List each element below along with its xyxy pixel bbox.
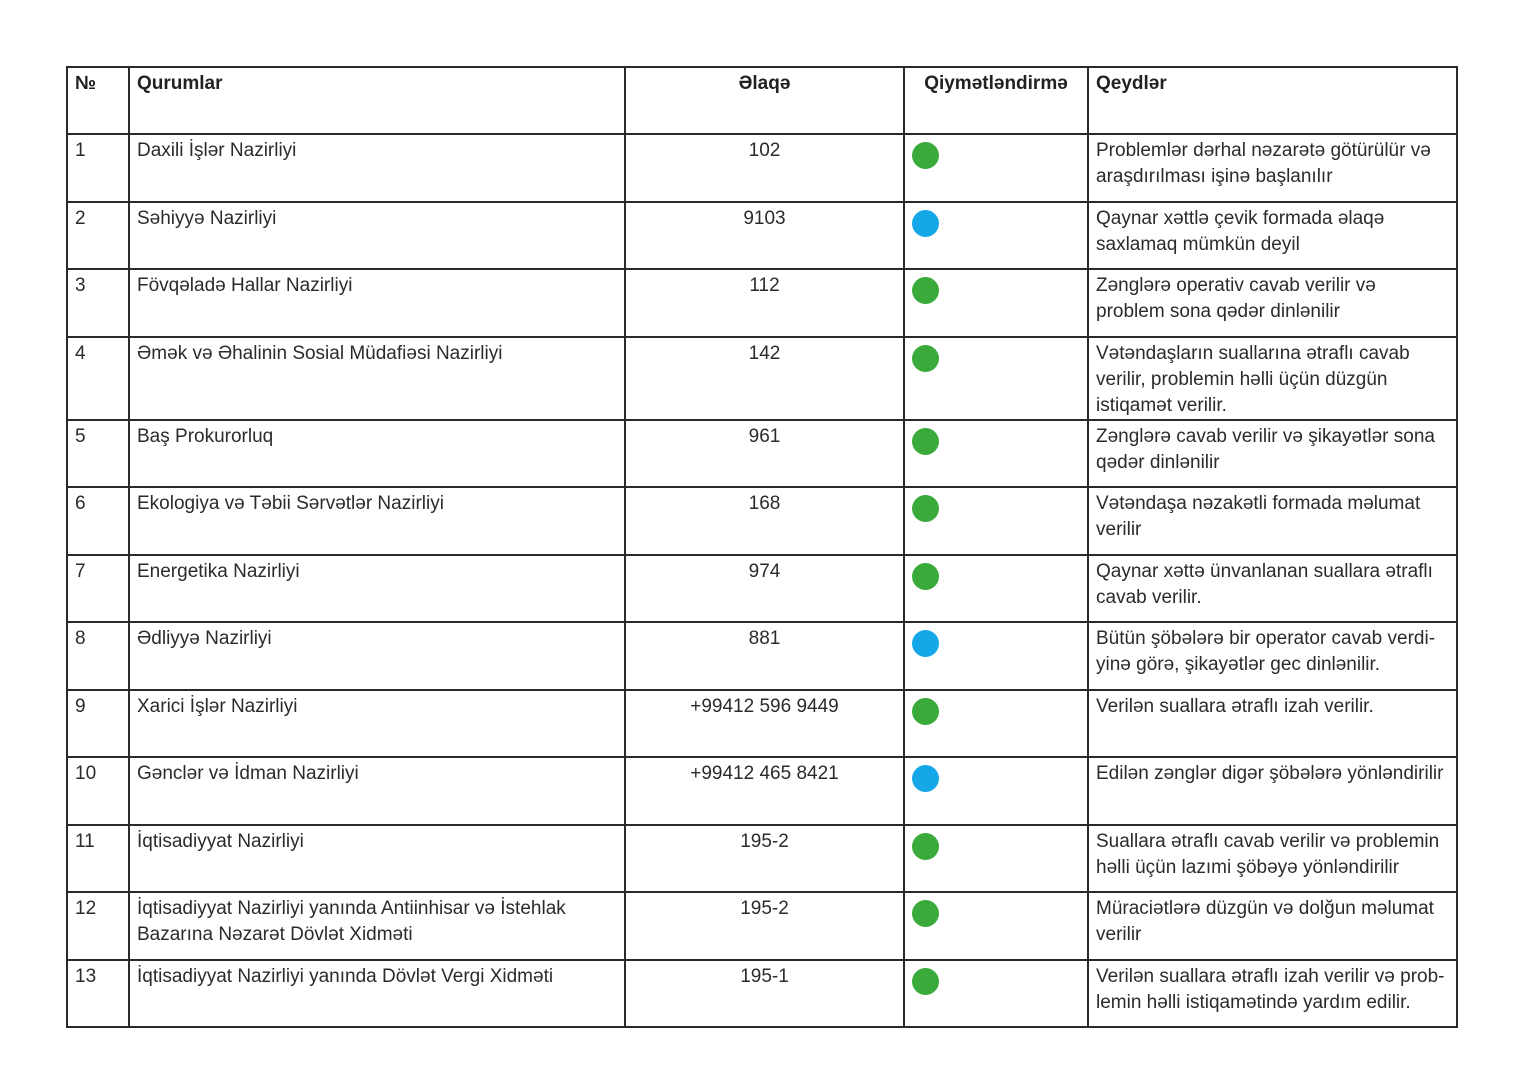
row-number: 3	[67, 269, 129, 337]
rating-cell	[904, 202, 1088, 270]
row-number: 2	[67, 202, 129, 270]
contact-number: +99412 465 8421	[625, 757, 904, 825]
row-number: 8	[67, 622, 129, 690]
contact-number: 974	[625, 555, 904, 623]
row-number: 1	[67, 134, 129, 202]
contact-number: 195-2	[625, 825, 904, 893]
table-row	[67, 202, 1457, 270]
rating-cell	[904, 420, 1088, 488]
table-row	[67, 892, 1457, 960]
contact-number: 112	[625, 269, 904, 337]
table-row	[67, 337, 1457, 420]
notes-text: Vətəndaşa nəzakətli formada məlumat verilir	[1088, 487, 1457, 555]
notes-text: Zənglərə operativ cavab verilir və problem sona qədər dinlənilir	[1088, 269, 1457, 337]
table-row	[67, 690, 1457, 758]
notes-text: Problemlər dərhal nəzarətə götürülür və araşdırılması işinə başlanılır	[1088, 134, 1457, 202]
header-number: №	[67, 67, 129, 134]
notes-text: Qaynar xəttlə çevik formada əlaqə saxlamaq mümkün deyil	[1088, 202, 1457, 270]
table-row	[67, 757, 1457, 825]
rating-cell	[904, 337, 1088, 420]
rating-dot-green	[912, 698, 939, 725]
contact-number: +99412 596 9449	[625, 690, 904, 758]
table-row	[67, 555, 1457, 623]
rating-dot-green	[912, 495, 939, 522]
row-number: 4	[67, 337, 129, 420]
rating-dot-blue	[912, 765, 939, 792]
organization-name: İqtisadiyyat Nazirliyi yanında Dövlət Vergi Xidməti	[129, 960, 625, 1028]
notes-text: Suallara ətraflı cavab verilir və problemin həlli üçün lazımi şöbəyə yönləndirilir	[1088, 825, 1457, 893]
rating-dot-green	[912, 345, 939, 372]
contact-number: 142	[625, 337, 904, 420]
organization-name: Səhiyyə Nazirliyi	[129, 202, 625, 270]
contact-number: 195-1	[625, 960, 904, 1028]
rating-dot-green	[912, 428, 939, 455]
rating-dot-blue	[912, 630, 939, 657]
contact-number: 9103	[625, 202, 904, 270]
organization-name: Əmək və Əhalinin Sosial Müdafiəsi Nazirliyi	[129, 337, 625, 420]
table-row	[67, 825, 1457, 893]
header-row	[67, 67, 1457, 134]
rating-cell	[904, 757, 1088, 825]
notes-text: Bütün şöbələrə bir operator cavab verdi-yinə görə, şikayətlər gec dinlənilir.	[1088, 622, 1457, 690]
organization-name: Daxili İşlər Nazirliyi	[129, 134, 625, 202]
notes-text: Edilən zənglər digər şöbələrə yönləndirilir	[1088, 757, 1457, 825]
organization-name: İqtisadiyyat Nazirliyi yanında Antiinhisar və İstehlak Bazarına Nəzarət Dövlət Xidməti	[129, 892, 625, 960]
organization-name: Energetika Nazirliyi	[129, 555, 625, 623]
row-number: 5	[67, 420, 129, 488]
rating-cell	[904, 487, 1088, 555]
table-row	[67, 487, 1457, 555]
notes-text: Müraciətlərə düzgün və dolğun məlumat verilir	[1088, 892, 1457, 960]
rating-dot-green	[912, 833, 939, 860]
contact-number: 102	[625, 134, 904, 202]
notes-text: Vətəndaşların suallarına ətraflı cavab verilir, problemin həlli üçün düzgün istiqamət verilir.	[1088, 337, 1457, 420]
rating-cell	[904, 134, 1088, 202]
rating-dot-green	[912, 900, 939, 927]
rating-dot-green	[912, 277, 939, 304]
organization-name: Gənclər və İdman Nazirliyi	[129, 757, 625, 825]
notes-text: Verilən suallara ətraflı izah verilir və prob-lemin həlli istiqamətində yardım edilir.	[1088, 960, 1457, 1028]
row-number: 9	[67, 690, 129, 758]
organization-name: Ekologiya və Təbii Sərvətlər Nazirliyi	[129, 487, 625, 555]
table-row	[67, 960, 1457, 1028]
organization-name: İqtisadiyyat Nazirliyi	[129, 825, 625, 893]
row-number: 10	[67, 757, 129, 825]
row-number: 12	[67, 892, 129, 960]
header-contact: Əlaqə	[625, 67, 904, 134]
rating-dot-blue	[912, 210, 939, 237]
contact-number: 168	[625, 487, 904, 555]
row-number: 7	[67, 555, 129, 623]
contact-number: 881	[625, 622, 904, 690]
table-row	[67, 134, 1457, 202]
contact-number: 961	[625, 420, 904, 488]
table-row	[67, 420, 1457, 488]
header-organizations: Qurumlar	[129, 67, 625, 134]
notes-text: Verilən suallara ətraflı izah verilir.	[1088, 690, 1457, 758]
rating-dot-green	[912, 142, 939, 169]
row-number: 6	[67, 487, 129, 555]
rating-cell	[904, 690, 1088, 758]
organization-name: Fövqəladə Hallar Nazirliyi	[129, 269, 625, 337]
rating-cell	[904, 825, 1088, 893]
organization-name: Baş Prokurorluq	[129, 420, 625, 488]
notes-text: Zənglərə cavab verilir və şikayətlər sona qədər dinlənilir	[1088, 420, 1457, 488]
ratings-table	[66, 66, 1458, 1028]
rating-cell	[904, 892, 1088, 960]
table-row	[67, 622, 1457, 690]
table-row	[67, 269, 1457, 337]
rating-cell	[904, 555, 1088, 623]
notes-text: Qaynar xəttə ünvanlanan suallara ətraflı cavab verilir.	[1088, 555, 1457, 623]
rating-cell	[904, 622, 1088, 690]
rating-cell	[904, 269, 1088, 337]
row-number: 11	[67, 825, 129, 893]
organization-name: Ədliyyə Nazirliyi	[129, 622, 625, 690]
rating-dot-green	[912, 968, 939, 995]
row-number: 13	[67, 960, 129, 1028]
organization-name: Xarici İşlər Nazirliyi	[129, 690, 625, 758]
rating-dot-green	[912, 563, 939, 590]
header-rating: Qiymətləndirmə	[904, 67, 1088, 134]
contact-number: 195-2	[625, 892, 904, 960]
rating-cell	[904, 960, 1088, 1028]
header-notes: Qeydlər	[1088, 67, 1457, 134]
